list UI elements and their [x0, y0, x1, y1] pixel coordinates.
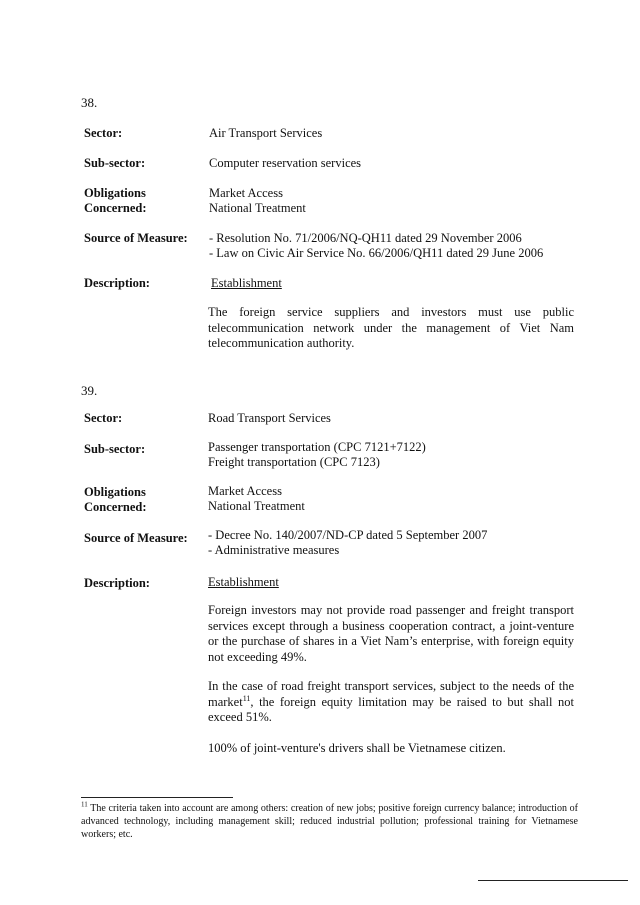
sector-value: [208, 411, 574, 426]
obligation-item: National Treatment: [209, 201, 306, 215]
paragraph-text: In the case of road freight transport services, subject to the needs of the market: [208, 679, 574, 709]
description-paragraph-footnoted: [208, 679, 574, 726]
obligations-value: [208, 484, 574, 514]
subsector-value: [209, 156, 575, 171]
obligations-label-line: Obligations: [84, 186, 146, 200]
description-label: Description:: [84, 576, 150, 590]
obligations-label-line: Obligations: [84, 485, 146, 499]
source-line: - Resolution No. 71/2006/NQ-QH11 dated 29 November 2006: [209, 231, 522, 245]
subsector-line: Computer reservation services: [209, 156, 362, 170]
source-line: - Law on Civic Air Service No. 66/2006/QH11 dated 29 June 2006: [209, 246, 544, 260]
source-label: Source of Measure:: [84, 231, 188, 245]
obligations-label-line: Concerned:: [84, 201, 147, 215]
sector-label: Sector:: [84, 411, 123, 425]
source-line: - Decree No. 140/2007/ND-CP dated 5 September 2007: [208, 528, 488, 542]
subsector-line: Freight transportation (CPC 7123): [208, 455, 380, 469]
sector-text: Air Transport Services: [209, 126, 323, 140]
description-heading: [208, 575, 574, 590]
entry-number: 38.: [81, 95, 98, 110]
obligation-item: National Treatment: [208, 499, 305, 513]
obligations-value: [209, 186, 575, 216]
obligation-item: Market Access: [209, 186, 283, 200]
establishment-heading: Establishment: [211, 276, 282, 290]
obligations-label: [84, 186, 204, 216]
source-value: [209, 231, 575, 261]
bottom-rule: [478, 880, 628, 881]
source-line: - Administrative measures: [208, 543, 340, 557]
establishment-heading: Establishment: [208, 575, 279, 589]
description-paragraph: 100% of joint-venture's drivers shall be Vietnamese citizen.: [208, 741, 506, 755]
source-value: [208, 528, 574, 558]
subsector-value: [208, 440, 574, 470]
description-paragraph: Foreign investors may not provide road passenger and freight transport services except through a business cooperation contract, a joint-venture or the purchase of shares in a Viet Nam’s enterprise, with foreign equity not exceeding 49%.: [208, 603, 574, 664]
obligations-label: [84, 485, 204, 515]
sector-text: Road Transport Services: [208, 411, 331, 425]
footnote-separator: [81, 797, 233, 798]
footnote: [81, 802, 578, 841]
footnote-ref[interactable]: 11: [242, 693, 251, 703]
sector-label: Sector:: [84, 126, 123, 140]
subsector-label: Sub-sector:: [84, 442, 146, 456]
footnote-text: The criteria taken into account are among others: creation of new jobs; positive foreign currency balance; introduction of advanced technology, including management skill; reduced industrial pollution; professional training for Vietnamese workers; etc.: [81, 803, 578, 840]
description-paragraph: The foreign service suppliers and investors must use public telecommunication network under the management of Viet Nam telecommunication authority.: [208, 305, 574, 350]
obligations-label-line: Concerned:: [84, 500, 147, 514]
subsector-label: Sub-sector:: [84, 156, 146, 170]
source-label: Source of Measure:: [84, 531, 188, 545]
sector-value: [209, 126, 575, 141]
description-heading: [211, 276, 577, 291]
description-label: Description:: [84, 276, 150, 290]
paragraph-text: , the foreign equity limitation may be raised to but shall not exceed 51%.: [208, 694, 574, 724]
footnote-number: 11: [81, 800, 88, 809]
obligation-item: Market Access: [208, 484, 282, 498]
subsector-line: Passenger transportation (CPC 7121+7122): [208, 440, 426, 454]
entry-number: 39.: [81, 383, 98, 398]
